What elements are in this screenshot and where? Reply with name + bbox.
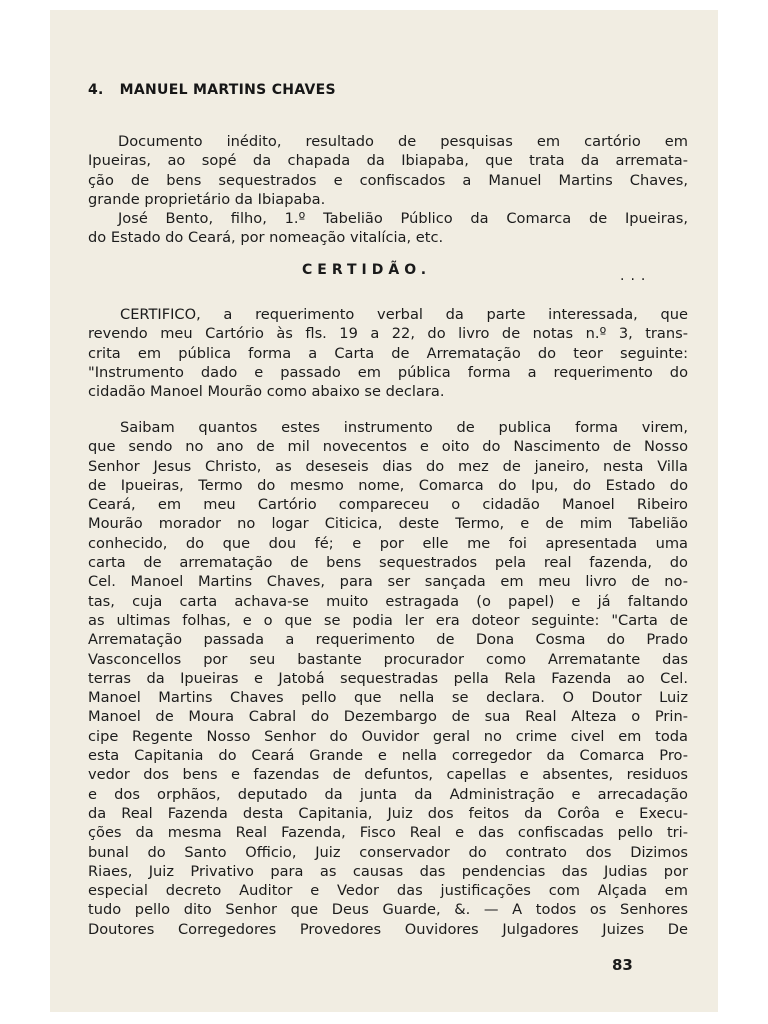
text-line: da Real Fazenda desta Capitania, Juiz dos feitos da Corôa e Execu- bbox=[88, 804, 688, 822]
text-line: Ceará, em meu Cartório compareceu o cidadão Manoel Ribeiro bbox=[88, 496, 688, 514]
text-line: cidadão Manoel Mourão como abaixo se declara. bbox=[88, 383, 445, 401]
text-line: Manoel de Moura Cabral do Dezembargo de sua Real Alteza o Prin- bbox=[88, 708, 688, 726]
text-line: esta Capitania do Ceará Grande e nella corregedor da Comarca Pro- bbox=[88, 747, 688, 765]
text-line: as ultimas folhas, e o que se podia ler era doteor seguinte: "Carta de bbox=[88, 611, 688, 629]
text-line: Saibam quantos estes instrumento de publica forma virem, bbox=[120, 419, 688, 436]
text-line: "Instrumento dado e passado em pública forma a requerimento do bbox=[88, 363, 688, 381]
text-line: conhecido, do que dou fé; e por elle me foi apresentada uma bbox=[88, 534, 688, 552]
certidao-title: CERTIDÃO. bbox=[302, 262, 432, 278]
text-line: especial decreto Auditor e Vedor das justificações com Alçada em bbox=[88, 882, 688, 900]
text-line: Senhor Jesus Christo, as deseseis dias do mez de janeiro, nesta Villa bbox=[88, 457, 688, 475]
section-heading bbox=[88, 82, 336, 98]
text-line: carta de arrematação de bens sequestrados pela real fazenda, do bbox=[88, 554, 688, 572]
text-line: Doutores Corregedores Provedores Ouvidores Julgadores Juizes De bbox=[88, 920, 688, 938]
section-title: MANUEL MARTINS CHAVES bbox=[119, 82, 336, 98]
certidao-dots: ... bbox=[620, 268, 652, 284]
intro-paragraph bbox=[88, 132, 688, 248]
text-line: tas, cuja carta achava-se muito estragada (o papel) e já faltando bbox=[88, 592, 688, 610]
text-line: de Ipueiras, Termo do mesmo nome, Comarca do Ipu, do Estado do bbox=[88, 476, 688, 494]
text-line: tudo pello dito Senhor que Deus Guarde, &. — A todos os Senhores bbox=[88, 901, 688, 919]
text-line: ções da mesma Real Fazenda, Fisco Real e das confiscadas pello tri- bbox=[88, 824, 688, 842]
text-line: ção de bens sequestrados e confiscados a Manuel Martins Chaves, bbox=[88, 171, 688, 189]
text-line: CERTIFICO, a requerimento verbal da parte interessada, que bbox=[120, 306, 688, 323]
text-line: Documento inédito, resultado de pesquisas em cartório em bbox=[118, 133, 688, 150]
text-line: Mourão morador no logar Citicica, deste Termo, e de mim Tabelião bbox=[88, 515, 688, 533]
text-line: Cel. Manoel Martins Chaves, para ser sançada em meu livro de no- bbox=[88, 573, 688, 591]
text-line: Riaes, Juiz Privativo para as causas das pendencias das Judias por bbox=[88, 862, 688, 880]
text-line: vedor dos bens e fazendas de defuntos, capellas e absentes, residuos bbox=[88, 766, 688, 784]
text-line: cipe Regente Nosso Senhor do Ouvidor geral no crime civel em toda bbox=[88, 727, 688, 745]
text-line: revendo meu Cartório às fls. 19 a 22, do livro de notas n.º 3, trans- bbox=[88, 325, 688, 343]
text-line: Ipueiras, ao sopé da chapada da Ibiapaba, que trata da arremata- bbox=[88, 152, 688, 170]
text-line: grande proprietário da Ibiapaba. bbox=[88, 190, 326, 208]
text-line: e dos orphãos, deputado da junta da Administração e arrecadação bbox=[88, 785, 688, 803]
text-line: do Estado do Ceará, por nomeação vitalícia, etc. bbox=[88, 229, 444, 247]
section-number: 4. bbox=[88, 82, 104, 98]
text-line: terras da Ipueiras e Jatobá sequestradas pella Rela Fazenda ao Cel. bbox=[88, 669, 688, 687]
text-line: crita em pública forma a Carta de Arrematação do teor seguinte: bbox=[88, 344, 688, 362]
instrument-paragraph bbox=[88, 418, 688, 939]
text-line: Arrematação passada a requerimento de Dona Cosma do Prado bbox=[88, 631, 688, 649]
text-line: bunal do Santo Officio, Juiz conservador do contrato dos Dizimos bbox=[88, 843, 688, 861]
text-line: José Bento, filho, 1.º Tabelião Público da Comarca de Ipueiras, bbox=[118, 210, 688, 228]
document-page bbox=[50, 10, 718, 1012]
text-line: Vasconcellos por seu bastante procurador como Arrematante das bbox=[88, 650, 688, 668]
text-line: que sendo no ano de mil novecentos e oito do Nascimento de Nosso bbox=[88, 438, 688, 456]
certifico-paragraph bbox=[88, 305, 688, 401]
page-number: 83 bbox=[612, 956, 633, 974]
text-line: Manoel Martins Chaves pello que nella se declara. O Doutor Luiz bbox=[88, 689, 688, 707]
